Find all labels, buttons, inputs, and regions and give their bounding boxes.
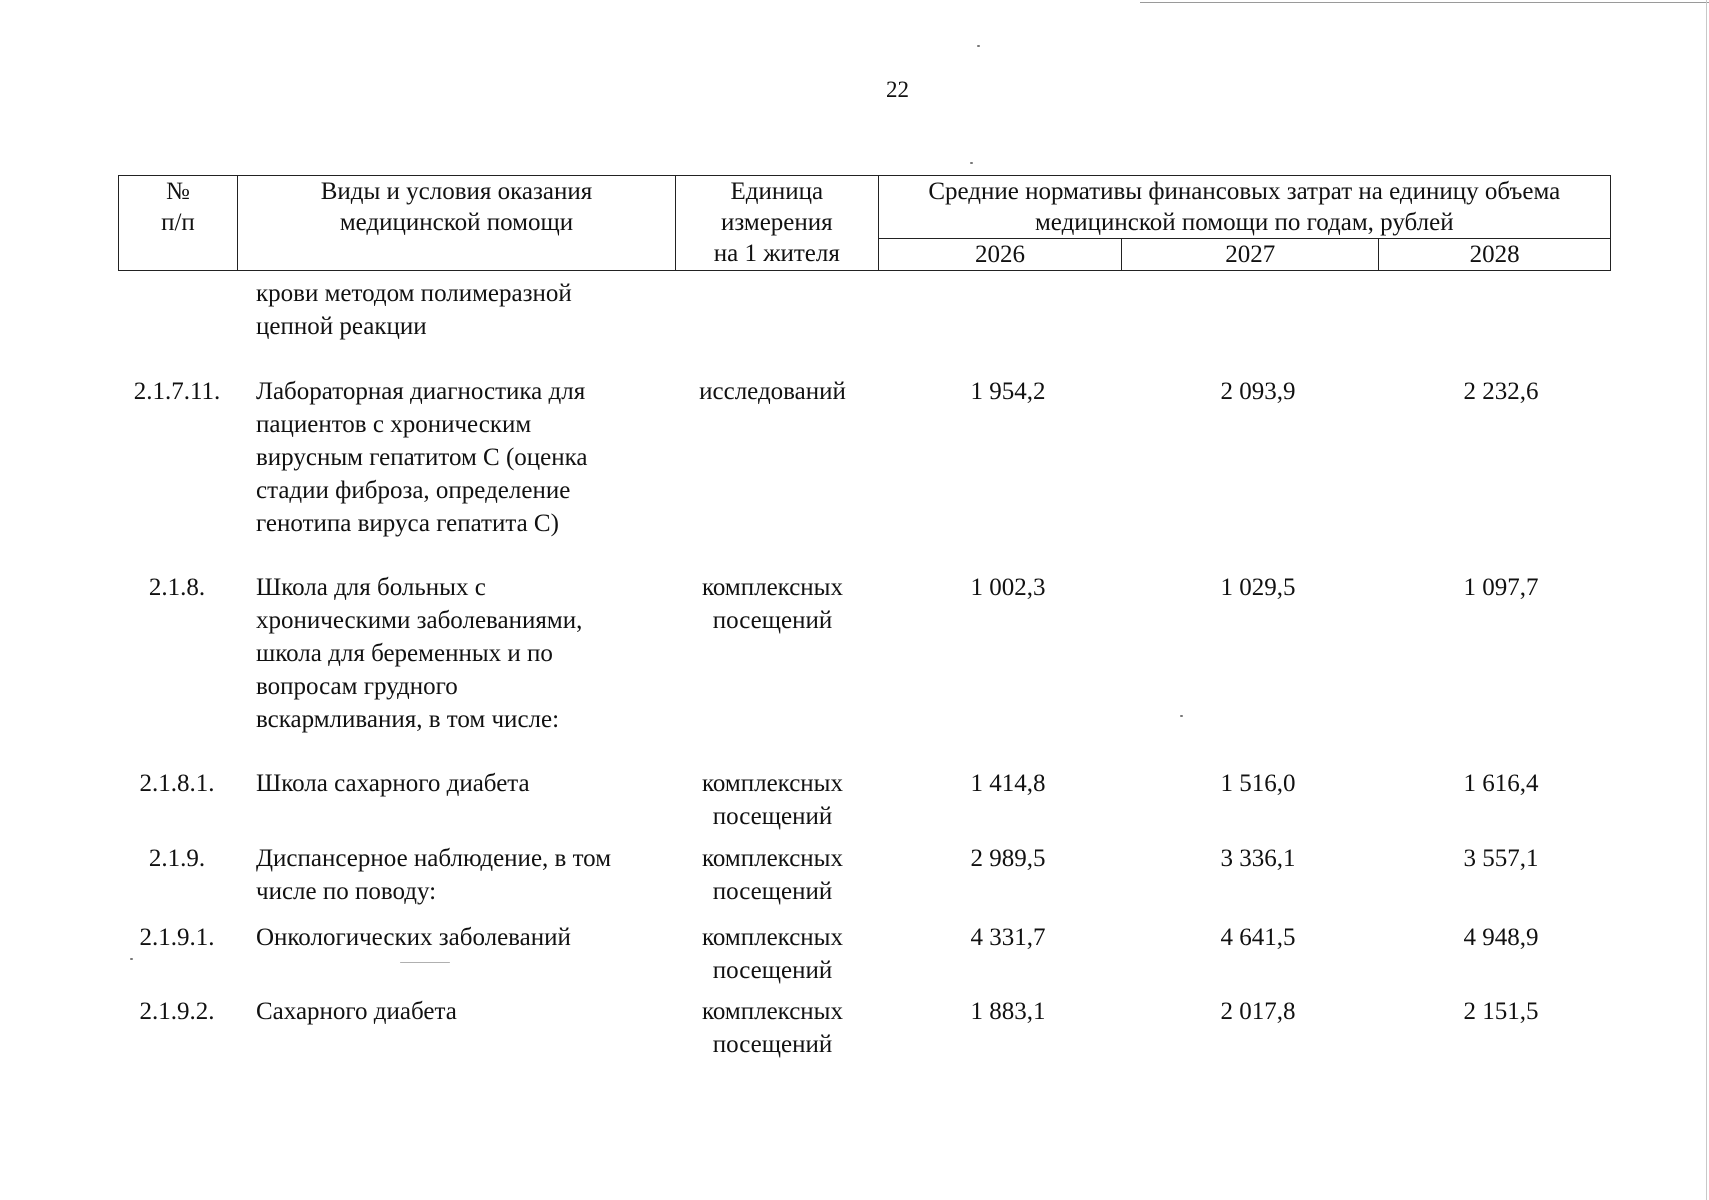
row-value-2027: 3 336,1 xyxy=(1220,845,1296,872)
row-num: 2.1.9. xyxy=(148,845,206,872)
scan-speck xyxy=(400,962,450,963)
row-num: 2.1.9.1. xyxy=(139,924,215,951)
row-name: Лабораторная диагностика для пациентов с хроническим вирусным гепатитом С (оценка стадии фиброза, определение генотипа вируса гепатита С) xyxy=(256,378,588,537)
row-value-2026: 4 331,7 xyxy=(970,924,1046,951)
header-type: Виды и условия оказания медицинской помощи xyxy=(237,176,675,271)
header-year-2028: 2028 xyxy=(1379,239,1611,271)
row-unit: комплексных посещений xyxy=(702,924,843,984)
row-value-2028: 1 616,4 xyxy=(1463,770,1539,797)
row-value-2027: 1 516,0 xyxy=(1220,770,1296,797)
page-number: 22 xyxy=(886,77,909,102)
row-value-2027: 2 093,9 xyxy=(1220,378,1296,405)
row-unit: исследований xyxy=(699,378,846,405)
scan-border-top xyxy=(1140,2,1709,3)
row-name: крови методом полимеразной цепной реакции xyxy=(256,280,572,340)
row-value-2026: 1 883,1 xyxy=(970,998,1046,1025)
row-value-2026: 1 954,2 xyxy=(970,378,1046,405)
row-num: 2.1.7.11. xyxy=(133,378,221,405)
row-num: 2.1.8.1. xyxy=(139,770,215,797)
header-unit: Единица измерения на 1 жителя xyxy=(676,176,878,271)
header-num: № п/п xyxy=(119,176,238,271)
row-value-2028: 1 097,7 xyxy=(1463,574,1539,601)
row-value-2027: 4 641,5 xyxy=(1220,924,1296,951)
row-value-2026: 1 414,8 xyxy=(970,770,1046,797)
row-unit: комплексных посещений xyxy=(702,574,843,634)
row-value-2028: 2 151,5 xyxy=(1463,998,1539,1025)
row-value-2028: 3 557,1 xyxy=(1463,845,1539,872)
row-unit: комплексных посещений xyxy=(702,770,843,830)
row-value-2027: 1 029,5 xyxy=(1220,574,1296,601)
header-year-2026: 2026 xyxy=(878,239,1122,271)
scan-speck xyxy=(970,162,973,164)
row-name: Онкологических заболеваний xyxy=(256,924,571,951)
row-unit: комплексных посещений xyxy=(702,845,843,905)
row-value-2028: 4 948,9 xyxy=(1463,924,1539,951)
row-num: 2.1.9.2. xyxy=(139,998,215,1025)
table-header xyxy=(118,175,1611,271)
header-year-2027: 2027 xyxy=(1122,239,1379,271)
scan-speck xyxy=(1180,715,1183,717)
row-value-2026: 1 002,3 xyxy=(970,574,1046,601)
scan-border-right xyxy=(1706,0,1707,1200)
scan-speck xyxy=(130,958,133,960)
row-num: 2.1.8. xyxy=(148,574,206,601)
header-group: Средние нормативы финансовых затрат на единицу объема медицинской помощи по годам, рублей xyxy=(878,176,1610,239)
row-name: Диспансерное наблюдение, в том числе по поводу: xyxy=(256,845,612,905)
row-unit: комплексных посещений xyxy=(702,998,843,1058)
row-value-2027: 2 017,8 xyxy=(1220,998,1296,1025)
row-name: Сахарного диабета xyxy=(256,998,457,1025)
row-name: Школа для больных с хроническими заболеваниями, школа для беременных и по вопросам грудного вскармливания, в том числе: xyxy=(256,574,583,733)
scan-speck xyxy=(977,45,980,47)
row-value-2028: 2 232,6 xyxy=(1463,378,1539,405)
row-name: Школа сахарного диабета xyxy=(256,770,530,797)
row-value-2026: 2 989,5 xyxy=(970,845,1046,872)
